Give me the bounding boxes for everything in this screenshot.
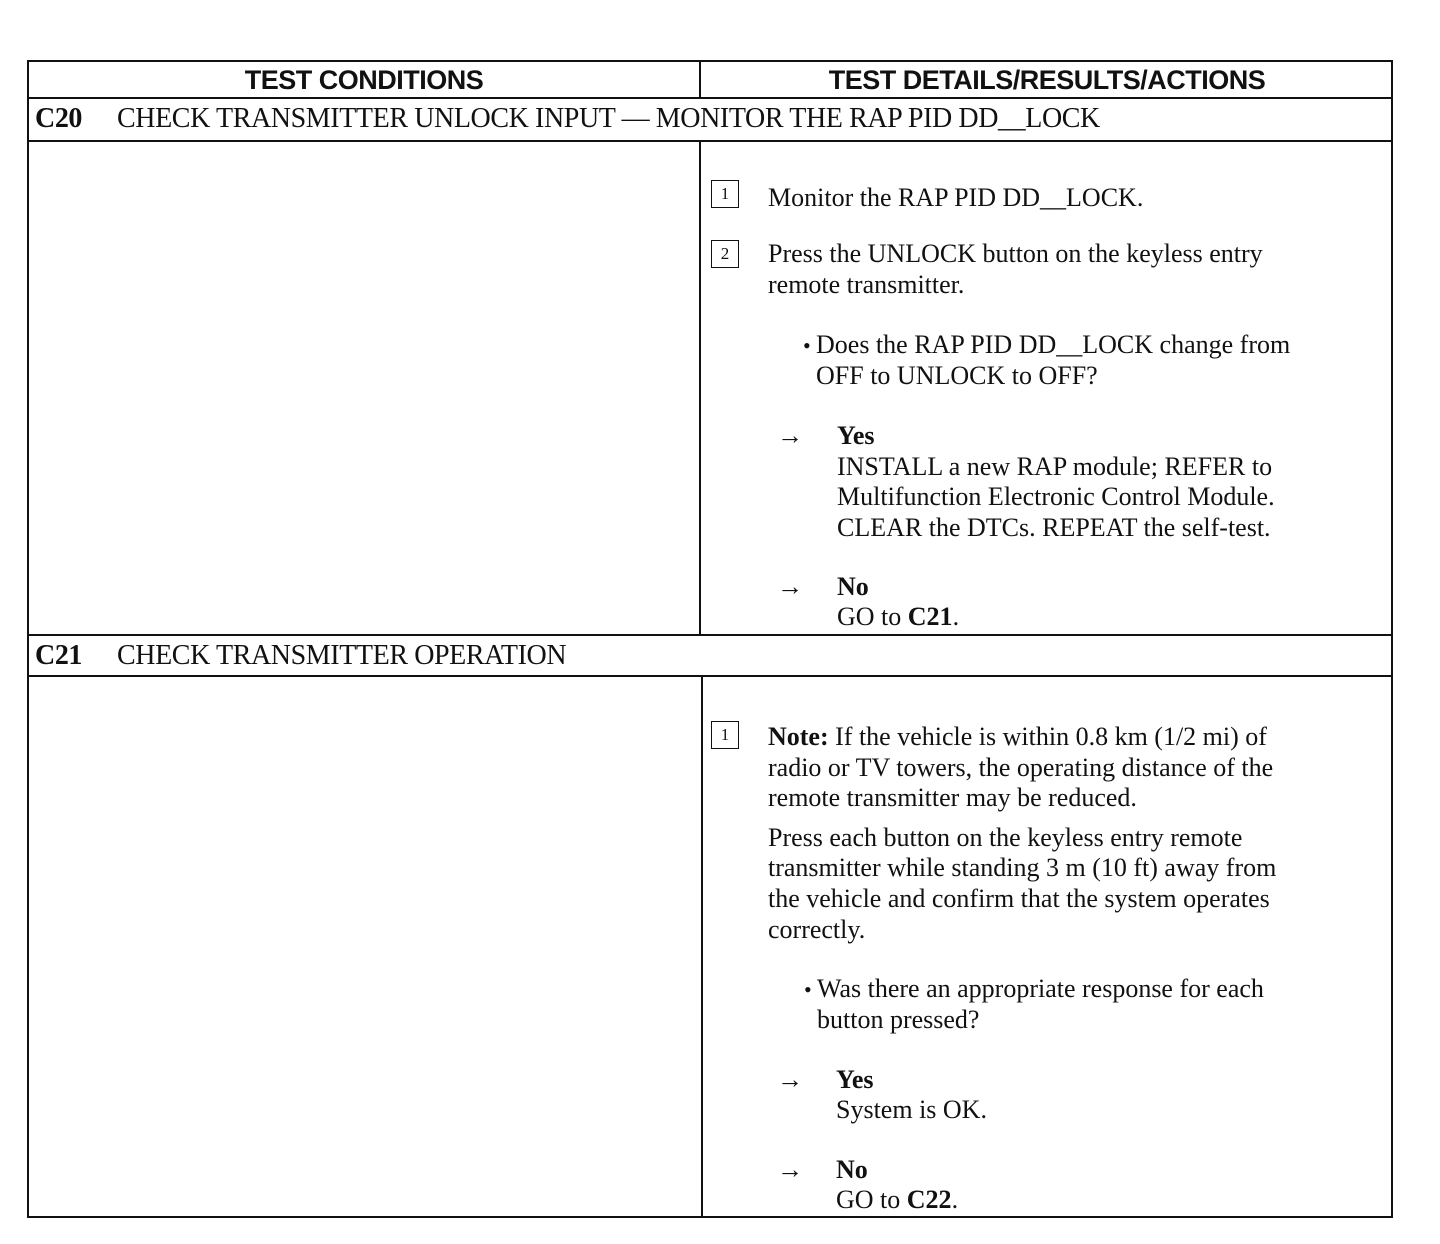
step-title-text: CHECK TRANSMITTER OPERATION: [117, 640, 567, 671]
column-divider-header: [699, 62, 701, 97]
arrow-icon: →: [777, 421, 803, 450]
c21-details: [703, 675, 1393, 1218]
note-line: remote transmitter may be reduced.: [768, 783, 1137, 812]
no-action: [836, 1184, 958, 1215]
bullet-icon: •: [804, 977, 812, 1002]
step-code: C21: [35, 640, 83, 671]
question-line: OFF to UNLOCK to OFF?: [816, 361, 1098, 390]
note-label: Note:: [768, 722, 829, 751]
no-label: No: [837, 572, 869, 601]
action-line: System is OK.: [836, 1095, 987, 1124]
arrow-icon: →: [777, 1065, 803, 1094]
step-number-box: 1: [711, 180, 739, 208]
c20-details: [701, 140, 1393, 634]
no-action-text: GO to: [837, 602, 908, 631]
instruction-line: transmitter while standing 3 m (10 ft) away from: [768, 853, 1277, 882]
note-text: If the vehicle is within 0.8 km (1/2 mi) of: [828, 722, 1267, 751]
goto-step-link[interactable]: C21: [907, 602, 953, 631]
step-c20-title: [35, 100, 1100, 138]
note-line: radio or TV towers, the operating distance of the: [768, 753, 1274, 782]
divider-line: [29, 634, 1391, 636]
arrow-icon: →: [777, 1155, 803, 1184]
action-line: CLEAR the DTCs. REPEAT the self-test.: [837, 513, 1271, 542]
step-text-line: Press the UNLOCK button on the keyless entry: [768, 239, 1263, 268]
action-line: INSTALL a new RAP module; REFER to: [837, 452, 1273, 481]
instruction-line: the vehicle and confirm that the system operates: [768, 884, 1270, 913]
step-title-text: CHECK TRANSMITTER UNLOCK INPUT — MONITOR THE RAP PID DD__LOCK: [117, 103, 1100, 134]
yes-label: Yes: [836, 1065, 874, 1094]
action-line: Multifunction Electronic Control Module.: [837, 482, 1275, 511]
divider-line: [29, 97, 1391, 99]
no-label: No: [836, 1155, 868, 1184]
question-line: Was there an appropriate response for each: [817, 974, 1264, 1003]
step-text-line: remote transmitter.: [768, 270, 965, 299]
no-action-text: GO to: [836, 1185, 907, 1214]
step-c21-title: [35, 637, 566, 675]
goto-step-link[interactable]: C22: [906, 1185, 952, 1214]
step-text: Monitor the RAP PID DD__LOCK.: [768, 183, 1144, 212]
no-action: [837, 601, 959, 632]
instruction-line: Press each button on the keyless entry remote: [768, 823, 1243, 852]
step-code: C20: [35, 103, 83, 134]
header-test-details: TEST DETAILS/RESULTS/ACTIONS: [828, 65, 1266, 95]
step-number-box: 2: [711, 240, 739, 268]
question-line: Does the RAP PID DD__LOCK change from: [816, 330, 1291, 359]
arrow-icon: →: [777, 572, 803, 601]
period: .: [951, 1185, 959, 1214]
step-number-box: 1: [711, 721, 739, 749]
test-table: [27, 60, 1393, 1218]
bullet-icon: •: [803, 333, 811, 358]
period: .: [952, 602, 960, 631]
question-line: button pressed?: [817, 1005, 980, 1034]
note-line: [768, 721, 1267, 752]
instruction-line: correctly.: [768, 915, 866, 944]
yes-label: Yes: [837, 421, 875, 450]
header-test-conditions: TEST CONDITIONS: [244, 65, 484, 95]
